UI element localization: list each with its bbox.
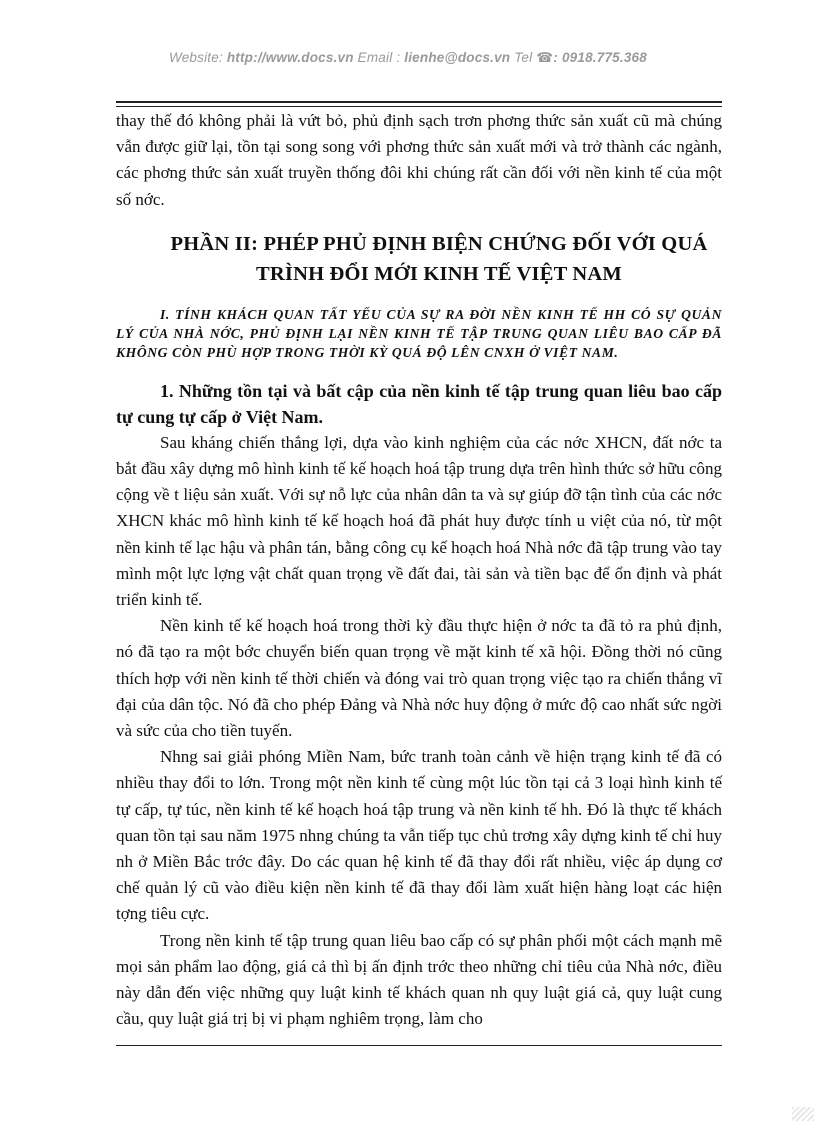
document-body (116, 108, 722, 1032)
part-title: PHẦN II: PHÉP PHỦ ĐỊNH BIỆN CHỨNG ĐỐI VỚI QUÁ TRÌNH ĐỔI MỚI KINH TẾ VIỆT NAM (170, 232, 708, 285)
footer-rule (116, 1045, 722, 1046)
website-label: Website: (169, 50, 227, 65)
phone-number: : 0918.775.368 (553, 50, 647, 65)
email-label: Email : (353, 50, 405, 65)
section-title: I. TÍNH KHÁCH QUAN TẤT YẾU CỦA SỰ RA ĐỜI NỀN KINH TẾ HH CÓ SỰ QUẢN LÝ CỦA NHÀ NỚC, PHỦ ĐỊNH LẠI NỀN KINH TẾ TẬP TRUNG QUAN LIÊU BAO CẤP ĐÃ KHÔNG CÒN PHÙ HỢP TRONG THỜI KỲ QUÁ ĐỘ LÊN CNXH Ở VIỆT NAM. (116, 306, 722, 360)
paragraph-2: Nền kinh tế kế hoạch hoá trong thời kỳ đầu thực hiện ở nớc ta đã tỏ ra phủ định, nó đã tạo ra một bớc chuyển biến quan trọng về mặt kinh tế xã hội. Đồng thời nó cũng thích hợp với nền kinh tế thời chiến và đóng vai trò quan trọng việc tạo ra chiến thắng vĩ đại của dân tộc. Nó đã cho phép Đảng và Nhà nớc huy động ở mức độ cao nhất sức ngời và sức của cho tiền tuyến. (116, 616, 722, 741)
phone-icon: ☎ (536, 50, 554, 65)
header-rule-thick (116, 101, 722, 103)
paragraph-4: Trong nền kinh tế tập trung quan liêu bao cấp có sự phân phối một cách mạnh mẽ mọi sản phẩm lao động, giá cả thì bị ấn định trớc theo những chỉ tiêu của Nhà nớc, điều này dẫn đến việc những quy luật kinh tế khách quan nh quy luật giá cả, quy luật cung cầu, quy luật giá trị bị vi phạm nghiêm trọng, làm cho (116, 930, 722, 1029)
subsection-title: 1. Những tồn tại và bất cập của nền kinh tế tập trung quan liêu bao cấp tự cung tự cấp ở Việt Nam. (116, 380, 722, 427)
paragraph-1: Sau kháng chiến thắng lợi, dựa vào kinh nghiệm của các nớc XHCN, đất nớc ta bắt đầu xây dựng mô hình kinh tế kế hoạch hoá tập trung dựa trên hình thức sở hữu công cộng về t liệu sản xuất. Với sự nỗ lực của nhân dân ta và sự giúp đỡ tận tình của các nớc XHCN khác mô hình kinh tế kế hoạch hoá đã phát huy được tính u việt của nó, từ một nền kinh tế lạc hậu và phân tán, bằng công cụ kế hoạch hoá Nhà nớc đã tập trung vào tay mình một lực lợng vật chất quan trọng về đất đai, tài sản và tiền bạc để ổn định và phát triển kinh tế. (116, 432, 722, 610)
intro-paragraph: thay thế đó không phải là vứt bỏ, phủ định sạch trơn phơng thức sản xuất cũ mà chúng vẫn được giữ lại, tồn tại song song với phơng thức sản xuất mới và trở thành các ngành, các phơng thức sản xuất truyền thống đôi khi chúng rất cần đối với nền kinh tế của một số nớc. (116, 111, 722, 209)
tel-label: Tel (510, 50, 537, 65)
header-rule-thin (116, 106, 722, 107)
paragraph-3: Nhng sai giải phóng Miền Nam, bức tranh toàn cảnh về hiện trạng kinh tế đã có nhiều thay đổi to lớn. Trong một nền kinh tế cùng một lúc tồn tại cả 3 loại hình kinh tế tự cấp, tự túc, nền kinh tế kế hoạch hoá tập trung và nền kinh tế hh. Đó là thực tế khách quan tồn tại sau năm 1975 nhng chúng ta vẫn tiếp tục chủ trơng xây dựng kinh tế chỉ huy nh ở Miền Bắc trớc đây. Do các quan hệ kinh tế đã thay đổi rất nhiều, việc áp dụng cơ chế quản lý cũ vào điều kiện nền kinh tế đã thay đổi làm xuất hiện hàng loạt các hiện tợng tiêu cực. (116, 747, 722, 924)
page-header (0, 50, 816, 66)
page-corner-decoration (792, 1107, 814, 1121)
email-link[interactable]: lienhe@docs.vn (404, 50, 511, 65)
website-link[interactable]: http://www.docs.vn (226, 50, 354, 65)
